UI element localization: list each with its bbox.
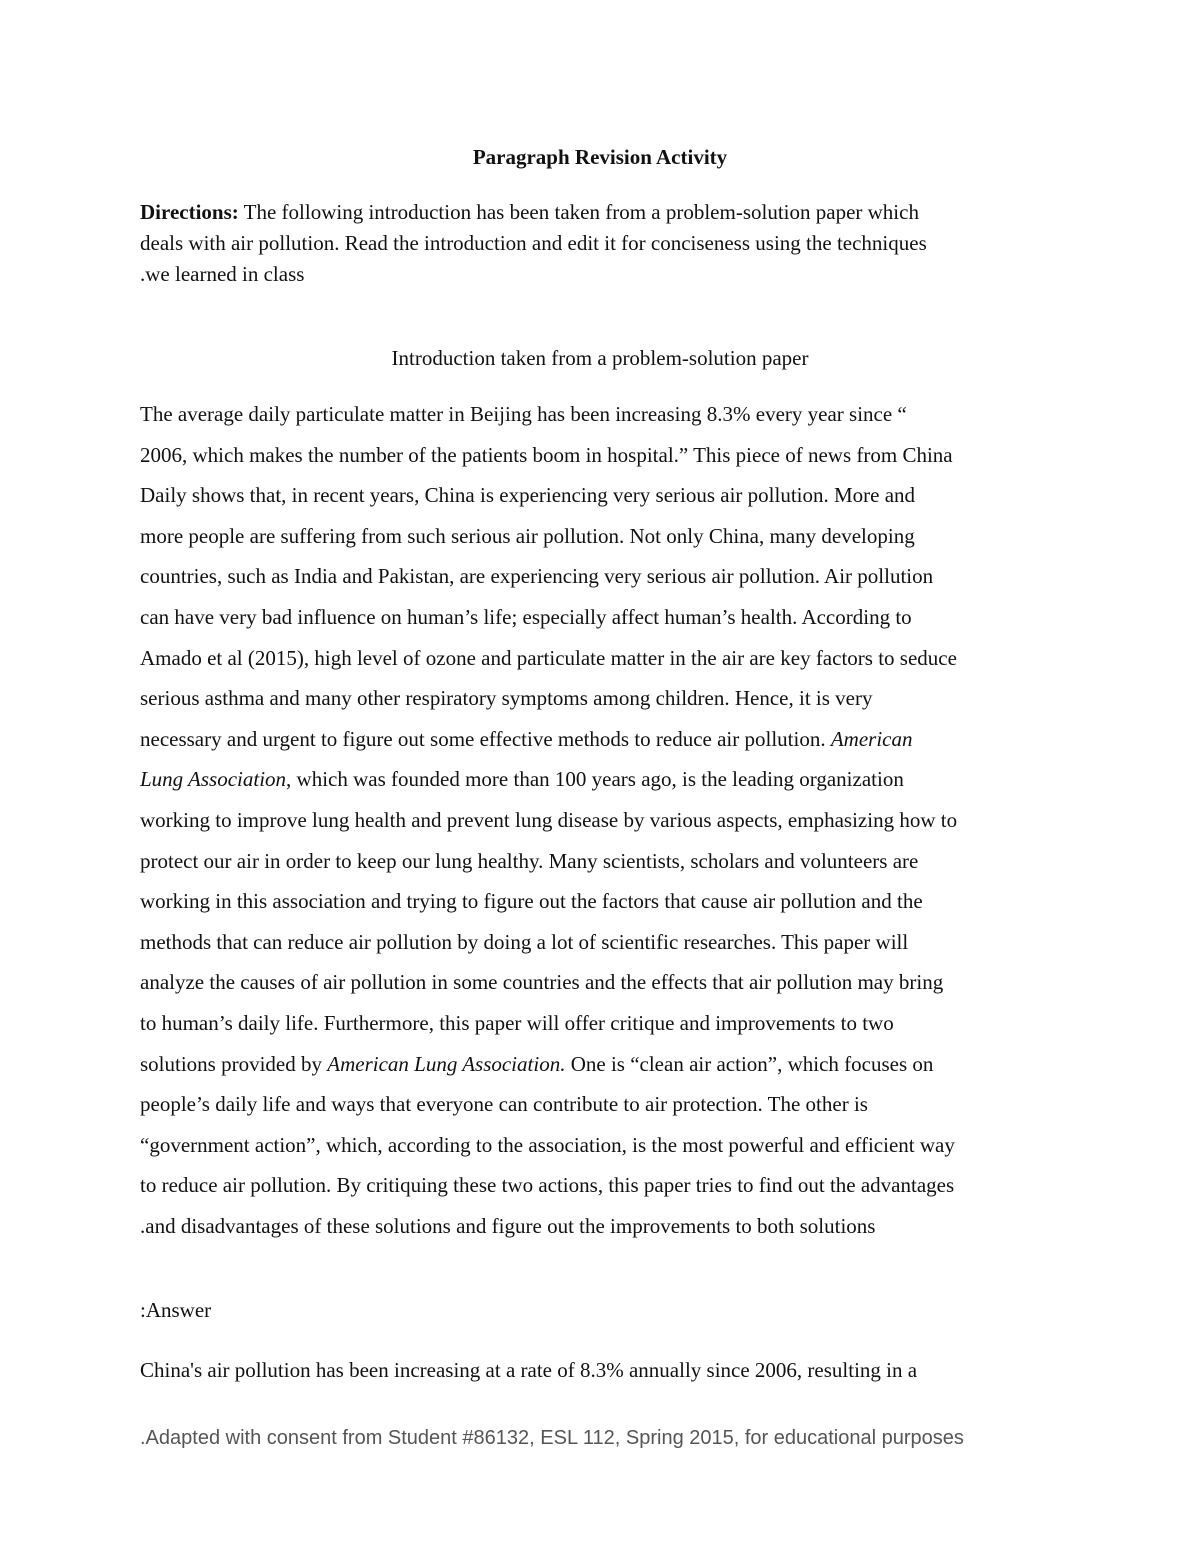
paragraph-line <box>140 597 1070 638</box>
paragraph-text: 2006, which makes the number of the patients boom in hospital.” This piece of news from China <box>140 442 953 467</box>
answer-text: China's air pollution has been increasing at a rate of 8.3% annually since 2006, resulting in a <box>140 1358 918 1382</box>
paragraph-text: protect our air in order to keep our lung healthy. Many scientists, scholars and volunteers are <box>140 848 919 873</box>
italic-text: American <box>830 726 913 751</box>
document-title: Paragraph Revision Activity <box>472 145 728 169</box>
directions-block <box>140 197 1060 290</box>
paragraph-line <box>140 1044 1070 1085</box>
italic-text: Lung Association <box>140 767 287 792</box>
paragraph-text: serious asthma and many other respiratory symptoms among children. Hence, it is very <box>140 686 873 711</box>
directions-label: Directions: <box>140 200 239 224</box>
paragraph-line <box>140 1125 1070 1166</box>
paragraph-line <box>140 1206 1070 1247</box>
paragraph-line <box>140 435 1070 476</box>
paragraph-text: One is “clean air action”, which focuses on <box>565 1051 934 1076</box>
paragraph-line <box>140 800 1070 841</box>
paragraph-text: , which was founded more than 100 years ago, is the leading organization <box>286 767 904 792</box>
paragraph-text: working to improve lung health and prevent lung disease by various aspects, emphasizing how to <box>140 807 958 832</box>
paragraph-text: “government action”, which, according to the association, is the most powerful and efficient way <box>140 1132 955 1157</box>
paragraph-text: Amado et al (2015), high level of ozone and particulate matter in the air are key factors to seduce <box>140 645 957 670</box>
introduction-paragraph <box>140 394 1070 1246</box>
paragraph-line <box>140 841 1070 882</box>
attribution-footer: .Adapted with consent from Student #86132, ESL 112, Spring 2015, for educational purposes <box>140 1427 964 1449</box>
paragraph-text: methods that can reduce air pollution by doing a lot of scientific researches. This paper will <box>140 929 909 954</box>
paragraph-text: to human’s daily life. Furthermore, this paper will offer critique and improvements to two <box>140 1010 894 1035</box>
paragraph-text: Daily shows that, in recent years, China is experiencing very serious air pollution. More and <box>140 483 916 508</box>
paragraph-text: necessary and urgent to figure out some effective methods to reduce air pollution. <box>140 726 831 751</box>
paragraph-line <box>140 719 1070 760</box>
answer-label: :Answer <box>140 1298 212 1322</box>
paragraph-line <box>140 1165 1070 1206</box>
paragraph-line <box>140 516 1070 557</box>
paragraph-text: working in this association and trying to figure out the factors that cause air pollution and the <box>140 889 923 914</box>
paragraph-line <box>140 962 1070 1003</box>
paragraph-line <box>140 556 1070 597</box>
paragraph-text: more people are suffering from such serious air pollution. Not only China, many developing <box>140 523 915 548</box>
paragraph-text: .and disadvantages of these solutions and figure out the improvements to both solutions <box>140 1213 876 1238</box>
directions-line-3: .we learned in class <box>140 262 305 286</box>
introduction-subtitle: Introduction taken from a problem-solution paper <box>391 346 809 370</box>
paragraph-line <box>140 678 1070 719</box>
paragraph-line <box>140 394 1070 435</box>
paragraph-line <box>140 475 1070 516</box>
directions-line-1 <box>140 197 1060 228</box>
paragraph-line <box>140 638 1070 679</box>
paragraph-line <box>140 759 1070 800</box>
paragraph-line <box>140 922 1070 963</box>
directions-line-2: deals with air pollution. Read the introduction and edit it for conciseness using the techniques <box>140 231 927 255</box>
paragraph-text: people’s daily life and ways that everyone can contribute to air protection. The other is <box>140 1092 868 1117</box>
paragraph-line <box>140 1084 1070 1125</box>
paragraph-text: The average daily particulate matter in Beijing has been increasing 8.3% every year since “ <box>140 402 907 426</box>
paragraph-text: can have very bad influence on human’s life; especially affect human’s health. According to <box>140 604 912 629</box>
paragraph-line <box>140 1003 1070 1044</box>
paragraph-text: countries, such as India and Pakistan, are experiencing very serious air pollution. Air pollution <box>140 564 934 589</box>
paragraph-text: to reduce air pollution. By critiquing these two actions, this paper tries to find out the advantages <box>140 1173 955 1198</box>
paragraph-line <box>140 881 1070 922</box>
directions-text: The following introduction has been taken from a problem-solution paper which <box>238 200 919 224</box>
paragraph-text: analyze the causes of air pollution in some countries and the effects that air pollution may bring <box>140 970 944 995</box>
italic-text: American Lung Association. <box>327 1051 566 1076</box>
paragraph-text: solutions provided by <box>140 1051 328 1076</box>
